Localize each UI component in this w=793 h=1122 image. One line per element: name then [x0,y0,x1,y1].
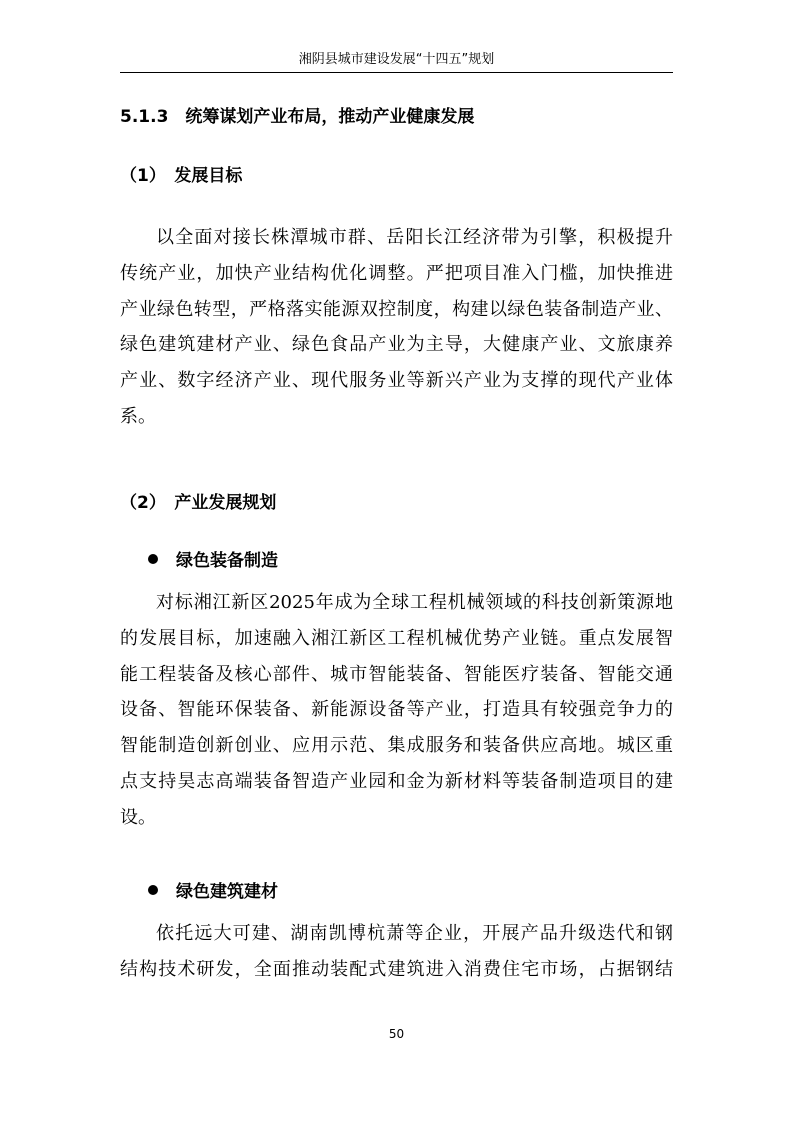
subheading-development-goals: （1） 发展目标 [120,166,243,186]
paragraph-line: 结构技术研发，全面推动装配式建筑进入消费住宅市场，占据钢结 [120,958,673,980]
paragraph-line: 的发展目标，加速融入湘江新区工程机械优势产业链。重点发展智 [120,627,673,649]
paragraph-line: 以全面对接长株潭城市群、岳阳长江经济带为引擎，积极提升 [156,227,673,248]
paragraph-line: 依托远大可建、湖南凯博杭萧等企业，开展产品升级迭代和钢 [156,923,673,944]
bullet-dot-icon [148,885,158,895]
section-heading: 5.1.3 统筹谋划产业布局，推动产业健康发展 [120,107,475,127]
paragraph-line: 对标湘江新区2025年成为全球工程机械领域的科技创新策源地 [156,592,673,613]
page-number: 50 [388,1027,405,1041]
bullet-dot-icon [148,554,158,564]
paragraph-line: 点支持昊志高端装备智造产业园和金为新材料等装备制造项目的建 [120,770,673,792]
paragraph-line: 产业绿色转型，严格落实能源双控制度，构建以绿色装备制造产业、 [120,298,673,320]
bullet-green-equipment [148,549,278,573]
page-header-title: 湘阴县城市建设发展“十四五”规划 [298,52,495,67]
paragraph-line: 能工程装备及核心部件、城市智能装备、智能医疗装备、智能交通 [120,663,673,685]
paragraph-line: 设备、智能环保装备、新能源设备等产业，打造具有较强竞争力的 [120,699,673,721]
paragraph-line: 产业、数字经济产业、现代服务业等新兴产业为支撑的现代产业体 [120,370,673,392]
paragraph-development-goals [120,220,673,435]
bullet-label: 绿色装备制造 [176,551,278,571]
paragraph-line: 设。 [120,806,156,828]
header-divider [120,72,673,73]
paragraph-line: 传统产业，加快产业结构优化调整。严把项目准入门槛，加快推进 [120,262,673,284]
bullet-green-building-materials [148,880,278,904]
paragraph-green-equipment [120,585,673,836]
paragraph-green-building-materials [120,916,673,988]
subheading-industry-planning: （2） 产业发展规划 [120,493,277,513]
paragraph-line: 绿色建筑建材产业、绿色食品产业为主导，大健康产业、文旅康养 [120,334,673,356]
paragraph-line: 智能制造创新创业、应用示范、集成服务和装备供应高地。城区重 [120,735,673,757]
bullet-label: 绿色建筑建材 [176,882,278,902]
paragraph-line: 系。 [120,405,156,427]
